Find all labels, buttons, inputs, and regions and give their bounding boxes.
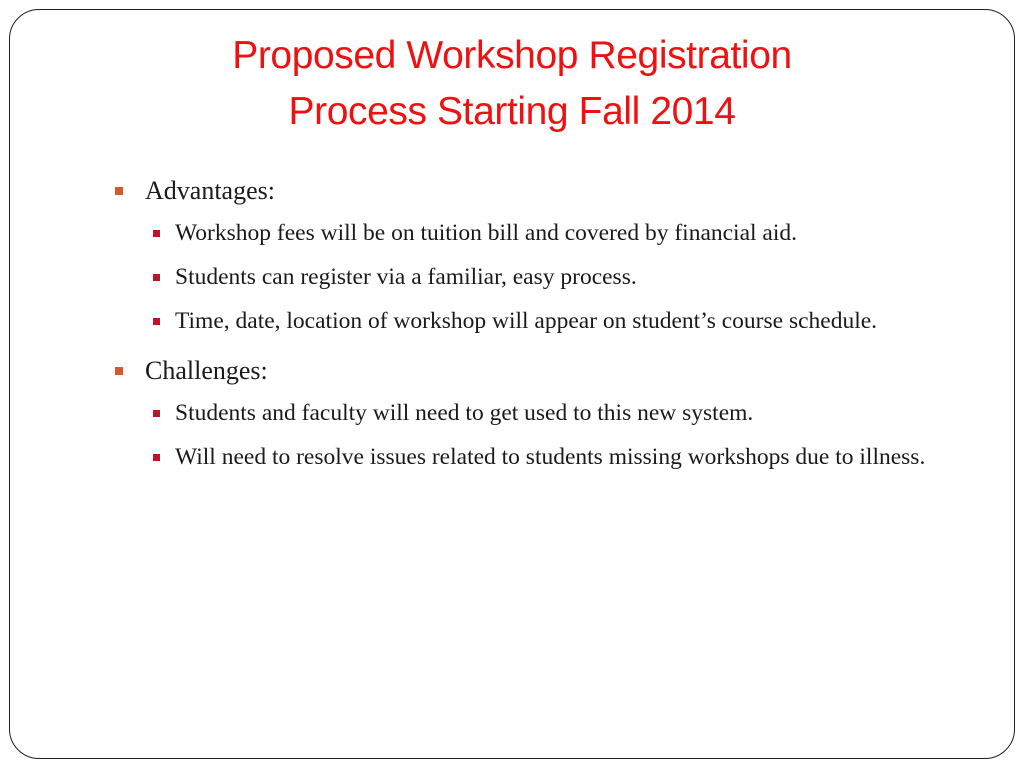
sub-bullet <box>143 301 943 342</box>
title-line-2: Process Starting Fall 2014 <box>288 90 736 133</box>
square-bullet-icon <box>115 187 123 195</box>
square-bullet-icon <box>153 410 160 417</box>
sub-bullet <box>143 213 943 254</box>
sub-bullet <box>143 393 943 434</box>
sub-bullet-text: Students can register via a familiar, easy process. <box>175 264 637 290</box>
bullet-heading: Challenges: <box>145 356 268 385</box>
square-bullet-icon <box>115 367 123 375</box>
sub-bullet-text: Students and faculty will need to get used to this new system. <box>175 400 754 426</box>
sub-bullet <box>143 257 943 298</box>
bullet-advantages <box>113 172 943 210</box>
title-line-1: Proposed Workshop Registration <box>232 34 792 77</box>
slide-content <box>113 166 943 478</box>
sub-bullet <box>143 437 943 478</box>
square-bullet-icon <box>153 318 160 325</box>
square-bullet-icon <box>153 454 160 461</box>
sub-bullet-text: Time, date, location of workshop will appear on student’s course schedule. <box>175 308 878 334</box>
square-bullet-icon <box>153 274 160 281</box>
bullet-challenges <box>113 352 943 390</box>
sub-bullet-text: Workshop fees will be on tuition bill and covered by financial aid. <box>175 220 798 246</box>
square-bullet-icon <box>153 230 160 237</box>
bullet-heading: Advantages: <box>145 176 275 205</box>
sub-bullet-text: Will need to resolve issues related to students missing workshops due to illness. <box>175 444 926 470</box>
slide-title <box>80 28 944 140</box>
